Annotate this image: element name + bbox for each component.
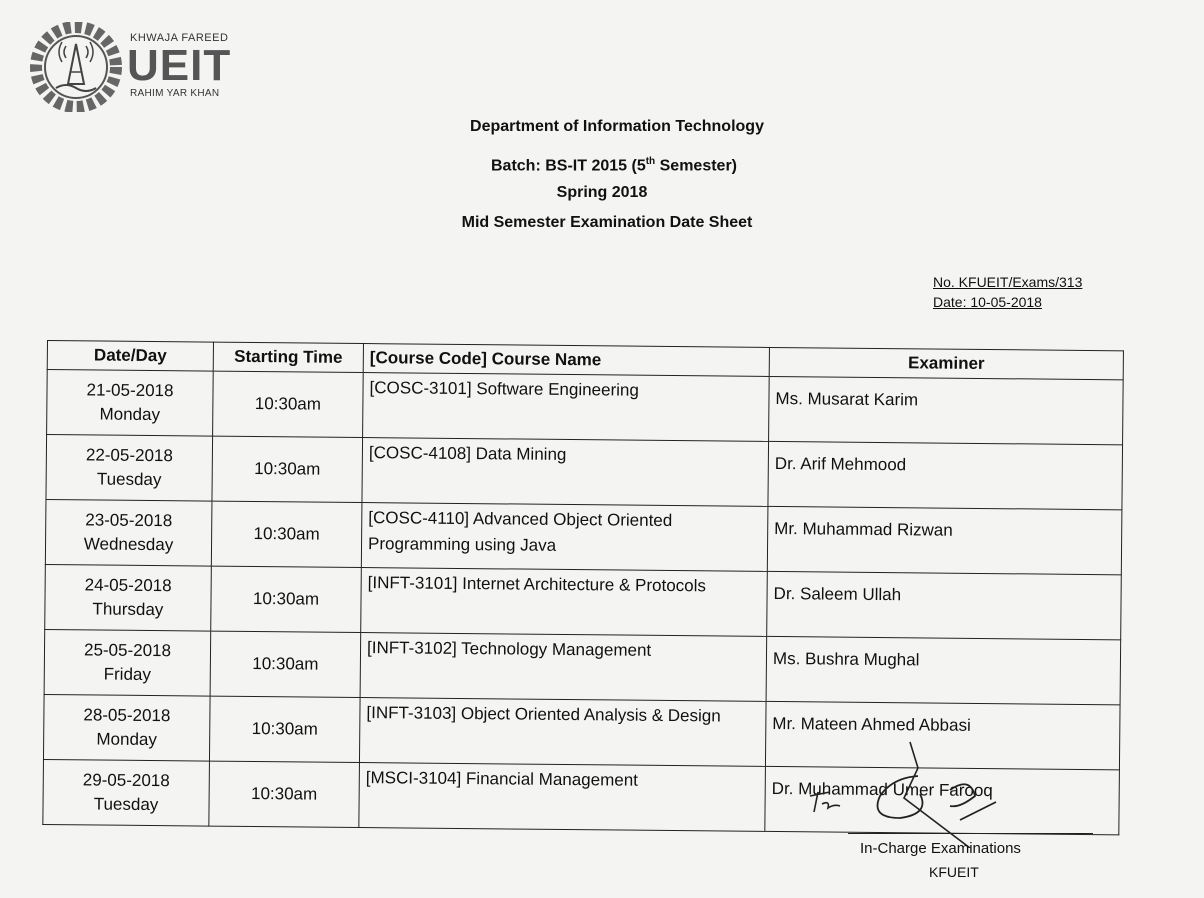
course-cell: [COSC-4110] Advanced Object Oriented Programming using Java	[361, 503, 768, 572]
exam-day: Monday	[99, 404, 161, 425]
date-day-cell	[43, 694, 210, 761]
examiner-cell: Mr. Muhammad Rizwan	[767, 506, 1122, 574]
university-logo	[30, 22, 240, 112]
batch-prefix: Batch: BS-IT 2015 (5	[491, 157, 646, 175]
course-cell: [INFT-3101] Internet Architecture & Protocols	[361, 568, 768, 637]
signature-line	[848, 833, 1093, 834]
date-day-cell	[46, 435, 213, 502]
examiner-cell: Dr. Arif Mehmood	[768, 441, 1123, 509]
examiner-cell: Ms. Bushra Mughal	[766, 636, 1121, 704]
gear-emblem-icon	[30, 22, 126, 112]
signatory-title: In-Charge Examinations	[860, 840, 1021, 857]
exam-date: 23-05-2018	[85, 510, 173, 531]
start-time-cell: 10:30am	[211, 501, 362, 567]
column-header-examiner: Examiner	[769, 347, 1123, 379]
department-heading: Department of Information Technology	[470, 118, 764, 135]
exam-date: 24-05-2018	[84, 575, 172, 596]
examiner-cell: Dr. Muhammad Umer Farooq	[765, 766, 1120, 834]
exam-day: Tuesday	[96, 469, 162, 490]
start-time-cell: 10:30am	[210, 631, 361, 697]
exam-date: 25-05-2018	[83, 640, 172, 661]
exam-day: Wednesday	[83, 534, 174, 555]
date-day-cell	[45, 499, 212, 566]
course-cell: [COSC-4108] Data Mining	[362, 438, 769, 507]
reference-block	[933, 272, 1082, 312]
table-row	[45, 564, 1122, 639]
batch-suffix: Semester)	[655, 157, 737, 175]
start-time-cell: 10:30am	[212, 436, 363, 502]
course-cell: [MSCI-3104] Financial Management	[359, 763, 766, 832]
logo-main-text: UEIT	[127, 41, 232, 90]
batch-superscript: th	[645, 156, 656, 167]
exam-date: 21-05-2018	[86, 380, 174, 401]
column-header-time: Starting Time	[213, 342, 363, 372]
term-heading: Spring 2018	[556, 184, 648, 201]
date-day-cell	[45, 564, 212, 631]
examiner-cell: Dr. Saleem Ullah	[767, 571, 1122, 639]
exam-day: Monday	[96, 729, 157, 750]
table-row	[45, 499, 1122, 574]
logo-bottom-text: RAHIM YAR KHAN	[130, 88, 220, 99]
date-day-cell	[47, 370, 214, 437]
course-cell: [INFT-3102] Technology Management	[360, 633, 767, 702]
date-sheet-table-container	[43, 340, 1123, 815]
date-day-cell	[43, 759, 210, 826]
start-time-cell: 10:30am	[211, 566, 362, 632]
start-time-cell: 10:30am	[209, 696, 360, 762]
exam-date: 28-05-2018	[83, 705, 171, 726]
table-row	[47, 370, 1124, 445]
date-day-cell	[44, 629, 211, 696]
column-header-date: Date/Day	[47, 341, 213, 372]
table-row	[46, 435, 1123, 510]
exam-date: 29-05-2018	[82, 770, 170, 791]
exam-day: Tuesday	[93, 794, 159, 815]
handwritten-signature	[800, 738, 1020, 848]
start-time-cell: 10:30am	[213, 371, 364, 437]
batch-heading	[0, 156, 1204, 175]
start-time-cell: 10:30am	[209, 761, 360, 827]
examiner-cell: Mr. Mateen Ahmed Abbasi	[765, 701, 1120, 769]
column-header-course: [Course Code] Course Name	[363, 344, 769, 377]
table-row	[44, 629, 1121, 704]
logo-top-text: KHWAJA FAREED	[130, 32, 229, 44]
reference-date: Date: 10-05-2018	[933, 294, 1042, 310]
exam-day: Thursday	[92, 599, 164, 620]
exam-date: 22-05-2018	[85, 445, 173, 466]
signatory-organization: KFUEIT	[929, 864, 979, 880]
examiner-cell: Ms. Musarat Karim	[769, 376, 1124, 444]
exam-day: Friday	[103, 664, 151, 685]
document-title: Mid Semester Examination Date Sheet	[461, 214, 753, 231]
reference-number: No. KFUEIT/Exams/313	[933, 274, 1083, 290]
course-cell: [INFT-3103] Object Oriented Analysis & Design	[359, 698, 766, 767]
course-cell: [COSC-3101] Software Engineering	[363, 373, 770, 442]
